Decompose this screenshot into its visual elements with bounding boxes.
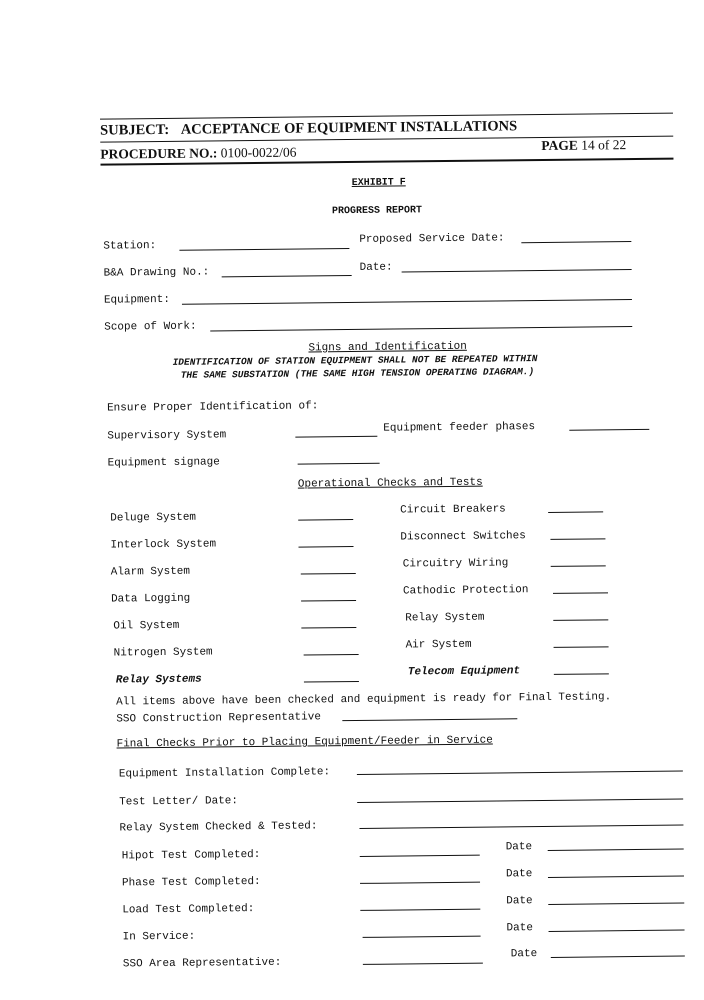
final-field[interactable] [359, 825, 683, 829]
subject-line [100, 118, 517, 139]
header-top-rule [100, 113, 673, 120]
check-field-left[interactable] [298, 519, 353, 521]
dated-field[interactable] [360, 909, 480, 911]
check-label-left: Data Logging [110, 592, 191, 606]
subject-value: ACCEPTANCE OF EQUIPMENT INSTALLATIONS [180, 118, 518, 138]
ensure-identification-label: Ensure Proper Identification of: [106, 400, 319, 415]
date-field[interactable] [549, 930, 685, 932]
equipment-label: Equipment: [103, 293, 170, 307]
date-label: Date: [359, 261, 393, 274]
check-label-right: Relay System [405, 611, 485, 625]
operational-heading: Operational Checks and Tests [297, 476, 483, 491]
check-field-left[interactable] [301, 573, 356, 575]
check-field-left[interactable] [304, 681, 359, 683]
proposed-service-date-field[interactable] [521, 241, 631, 243]
check-label-right: Telecom Equipment [407, 665, 521, 679]
station-label: Station: [103, 240, 157, 253]
supervisory-system-label: Supervisory System [107, 429, 227, 443]
procedure-label: PROCEDURE NO.: [100, 145, 218, 162]
drawing-no-label: B&A Drawing No.: [103, 266, 210, 280]
feeder-phases-field[interactable] [569, 429, 649, 431]
check-label-right: Air System [405, 638, 472, 652]
date-field[interactable] [402, 269, 632, 272]
sso-construction-field[interactable] [342, 718, 517, 721]
signs-heading: Signs and Identification [308, 340, 467, 355]
date-label: Date [506, 922, 533, 935]
feeder-phases-label: Equipment feeder phases [383, 421, 536, 435]
date-field[interactable] [548, 876, 684, 878]
page-number [541, 137, 626, 154]
final-label: Test Letter/ Date: [119, 795, 239, 809]
dated-label: SSO Area Representative: [122, 956, 282, 971]
page-value: 14 of 22 [581, 137, 627, 153]
check-field-right[interactable] [553, 619, 608, 621]
station-field[interactable] [179, 248, 349, 251]
sso-construction-label: SSO Construction Representative [116, 711, 321, 726]
check-field-right[interactable] [554, 673, 609, 675]
report-title: PROGRESS REPORT [331, 205, 423, 218]
supervisory-system-field[interactable] [295, 436, 377, 438]
exhibit-label: EXHIBIT F [351, 177, 406, 189]
check-label-left: Nitrogen System [113, 646, 213, 660]
check-label-left: Relay Systems [115, 673, 202, 687]
check-field-left[interactable] [301, 600, 356, 602]
date-field[interactable] [548, 849, 684, 851]
check-label-right: Cathodic Protection [402, 584, 529, 598]
check-label-right: Circuitry Wiring [402, 557, 509, 571]
date-label: Date [506, 895, 533, 908]
check-field-right[interactable] [553, 592, 608, 594]
check-field-right[interactable] [548, 511, 603, 513]
date-label: Date [505, 868, 533, 881]
identification-notice-line1: IDENTIFICATION OF STATION EQUIPMENT SHALL NOT BE REPEATED WITHIN [172, 353, 538, 368]
dated-label: In Service: [122, 930, 196, 944]
scope-of-work-label: Scope of Work: [104, 320, 197, 334]
check-field-left[interactable] [299, 546, 354, 548]
check-label-left: Oil System [113, 619, 180, 633]
procedure-value: 0100-0022/06 [220, 144, 297, 161]
equipment-signage-field[interactable] [298, 463, 380, 465]
final-checks-heading: Final Checks Prior to Placing Equipment/Feeder in Service [116, 734, 493, 751]
procedure-line [100, 145, 296, 163]
dated-label: Hipot Test Completed: [121, 848, 261, 863]
scope-of-work-field[interactable] [210, 326, 632, 331]
dated-field[interactable] [363, 936, 481, 938]
dated-field[interactable] [360, 855, 480, 857]
check-label-right: Disconnect Switches [400, 530, 526, 544]
final-field[interactable] [357, 771, 683, 775]
ready-statement: All items above have been checked and equipment is ready for Final Testing. [116, 691, 612, 709]
dated-label: Phase Test Completed: [121, 875, 261, 890]
proposed-service-date-label: Proposed Service Date: [359, 232, 505, 246]
page-label: PAGE [541, 137, 578, 153]
check-label-left: Interlock System [110, 538, 217, 552]
check-field-right[interactable] [550, 538, 605, 540]
check-field-right[interactable] [551, 565, 606, 567]
check-label-left: Alarm System [110, 565, 191, 579]
equipment-signage-label: Equipment signage [107, 456, 220, 470]
date-label: Date [505, 841, 533, 854]
dated-field[interactable] [363, 963, 483, 965]
check-label-right: Circuit Breakers [400, 503, 506, 517]
check-field-left[interactable] [301, 627, 356, 629]
date-field[interactable] [551, 956, 685, 958]
date-label: Date [510, 948, 538, 961]
final-label: Equipment Installation Complete: [118, 766, 331, 781]
check-field-right[interactable] [554, 646, 609, 648]
check-field-left[interactable] [304, 654, 359, 656]
final-field[interactable] [357, 799, 683, 803]
equipment-field[interactable] [182, 299, 632, 305]
identification-notice-line2: THE SAME SUBSTATION (THE SAME HIGH TENSION OPERATING DIAGRAM.) [180, 366, 535, 381]
subject-label: SUBJECT: [100, 121, 170, 139]
date-field[interactable] [548, 903, 684, 905]
drawing-no-field[interactable] [222, 275, 352, 277]
dated-field[interactable] [360, 882, 480, 884]
dated-label: Load Test Completed: [122, 903, 255, 917]
final-label: Relay System Checked & Tested: [119, 820, 318, 835]
check-label-left: Deluge System [110, 511, 197, 525]
